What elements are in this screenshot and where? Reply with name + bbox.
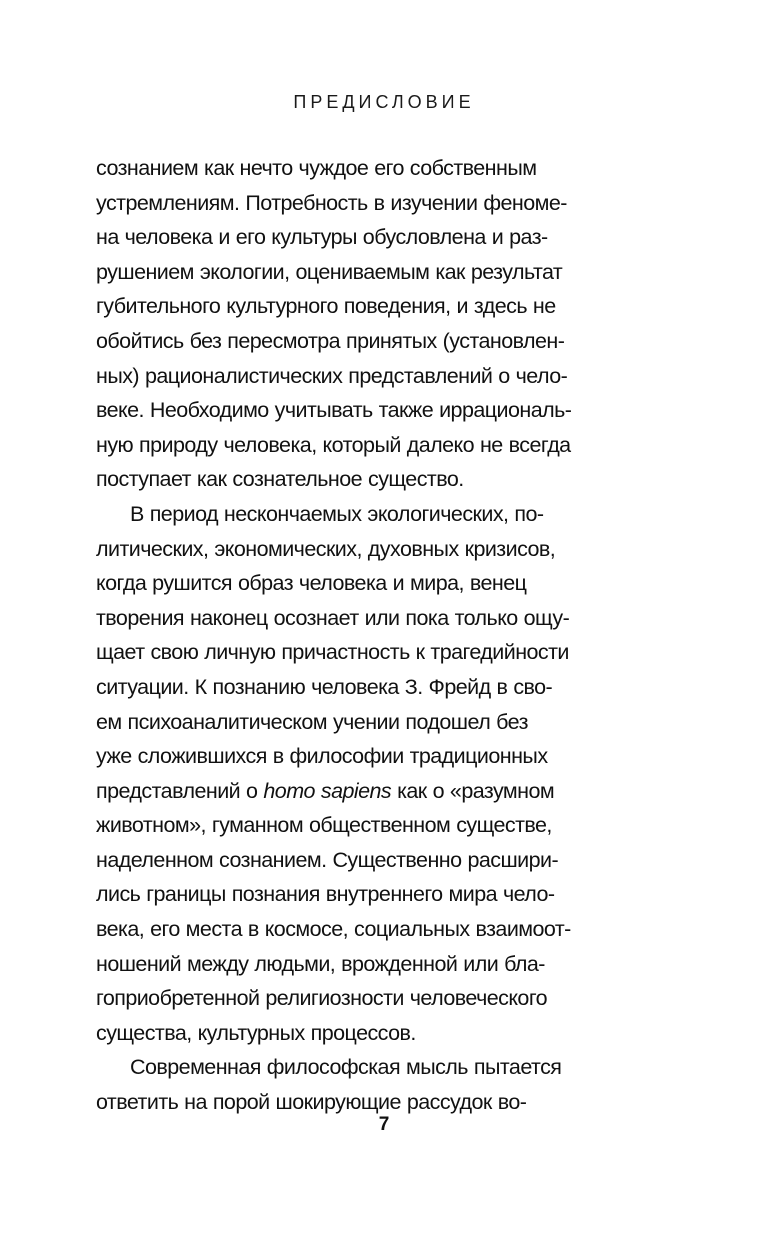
- text-line: губительного культурного поведения, и здесь не: [96, 294, 556, 319]
- text-line: животном», гуманном общественном существе,: [96, 813, 552, 838]
- text-line: устремлениям. Потребность в изучении феноме-: [96, 190, 567, 215]
- paragraph-start-line: Современная философская мысль пытается: [130, 1055, 562, 1080]
- text-line: уже сложившихся в философии традиционных: [96, 744, 548, 769]
- page-number: 7: [378, 1114, 390, 1135]
- text-line: щает свою личную причастность к трагедийности: [96, 640, 569, 665]
- text-segment: как о «разумном: [391, 778, 555, 803]
- text-line: ных) рационалистических представлений о чело-: [96, 363, 568, 388]
- text-line: поступает как сознательное существо.: [96, 467, 464, 492]
- text-line: рушением экологии, оцениваемым как результат: [96, 259, 563, 284]
- text-line: сознанием как нечто чуждое его собственным: [96, 156, 537, 180]
- text-line: ную природу человека, который далеко не всегда: [96, 432, 571, 457]
- text-line: века, его места в космосе, социальных взаимоот-: [96, 917, 571, 942]
- text-line: ситуации. К познанию человека З. Фрейд в сво-: [96, 674, 553, 699]
- text-line: когда рушится образ человека и мира, венец: [96, 571, 527, 596]
- text-line: ответить на порой шокирующие рассудок во-: [96, 1090, 527, 1115]
- text-line: существа, культурных процессов.: [96, 1020, 416, 1045]
- paragraph-start-line: В период нескончаемых экологических, по-: [130, 501, 544, 526]
- text-line: ношений между людьми, врожденной или бла-: [96, 951, 545, 976]
- text-segment: представлений о: [96, 778, 264, 803]
- text-line: на человека и его культуры обусловлена и раз-: [96, 225, 548, 250]
- text-line: лись границы познания внутреннего мира чело-: [96, 882, 555, 907]
- text-line: литических, экономических, духовных кризисов,: [96, 536, 556, 561]
- running-head: ПРЕДИСЛОВИЕ: [293, 92, 475, 112]
- body-text: [96, 151, 636, 1120]
- text-line: веке. Необходимо учитывать также иррациональ-: [96, 398, 572, 423]
- italic-term: homo sapiens: [263, 778, 392, 803]
- text-line: творения наконец осознает или пока только ощу-: [96, 605, 570, 630]
- text-line-with-italic: [96, 774, 636, 809]
- text-line: гоприобретенной религиозности человеческого: [96, 986, 548, 1011]
- text-line: обойтись без пересмотра принятых (установлен-: [96, 328, 565, 353]
- text-line: ем психоаналитическом учении подошел без: [96, 709, 528, 734]
- text-line: наделенном сознанием. Существенно расшири-: [96, 847, 559, 872]
